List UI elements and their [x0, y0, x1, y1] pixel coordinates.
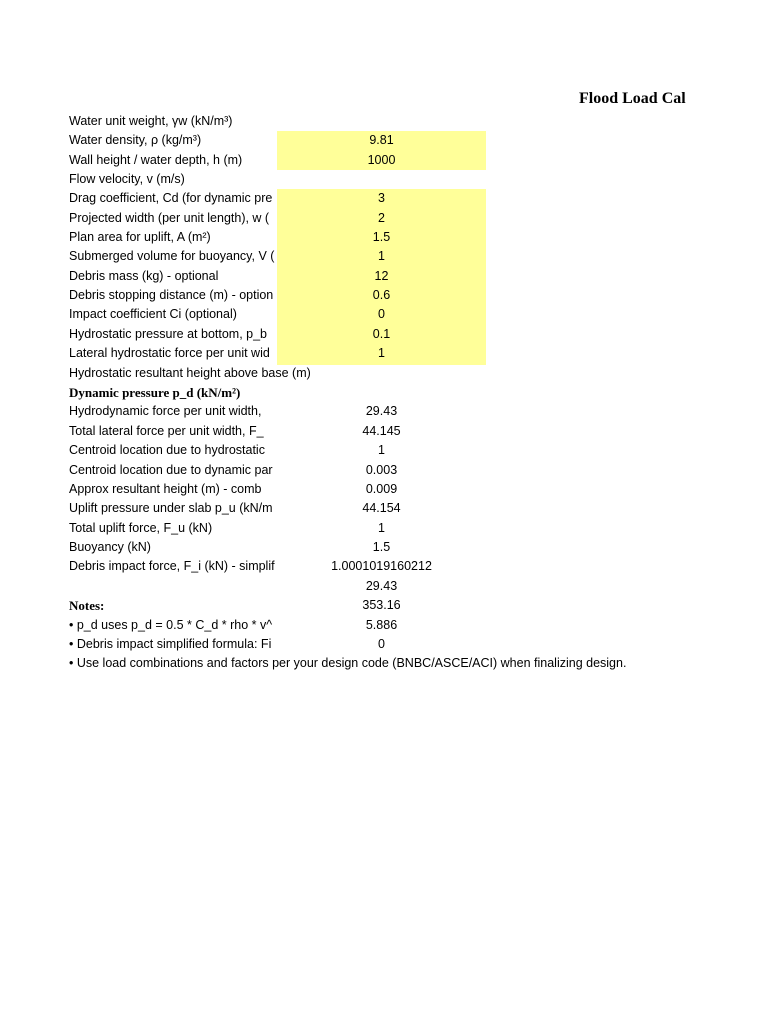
row-value[interactable]: 2	[378, 211, 385, 225]
row-label: Approx resultant height (m) - comb	[69, 482, 262, 496]
row-value[interactable]: 1.5	[372, 540, 391, 554]
row-value[interactable]: 353.16	[362, 598, 401, 612]
row-label: Hydrostatic resultant height above base (m)	[69, 366, 311, 380]
row-label: Plan area for uplift, A (m²)	[69, 230, 211, 244]
row-value[interactable]: 3	[378, 191, 385, 205]
row-note-load-combinations	[0, 654, 768, 673]
row-value[interactable]: 1	[378, 521, 385, 535]
row-label: Water unit weight, γw (kN/m³)	[69, 114, 233, 128]
row-label: Debris impact force, F_i (kN) - simplif	[69, 559, 275, 573]
row-label: Hydrodynamic force per unit width,	[69, 404, 262, 418]
row-approx-resultant-height	[0, 480, 768, 499]
row-value[interactable]: 1.0001019160212	[331, 559, 432, 573]
row-centroid-hydrostatic	[0, 441, 768, 460]
row-label: Centroid location due to dynamic par	[69, 463, 273, 477]
row-projected-width	[0, 209, 768, 228]
row-value[interactable]: 0.009	[365, 482, 398, 496]
row-value[interactable]: 44.154	[362, 501, 401, 515]
row-label: Buoyancy (kN)	[69, 540, 151, 554]
row-value[interactable]: 1.5	[372, 230, 391, 244]
row-label: Flow velocity, v (m/s)	[69, 172, 185, 186]
row-dynamic-pressure	[0, 383, 768, 402]
row-label: Hydrostatic pressure at bottom, p_b	[69, 327, 268, 341]
row-value[interactable]: 44.145	[362, 424, 401, 438]
row-notes-heading	[0, 596, 768, 615]
row-value[interactable]: 0.003	[365, 463, 398, 477]
row-label: Total uplift force, F_u (kN)	[69, 521, 213, 535]
row-value[interactable]: 29.43	[365, 404, 398, 418]
row-label: Lateral hydrostatic force per unit wid	[69, 346, 270, 360]
row-debris-stopping-distance	[0, 286, 768, 305]
row-debris-impact-force	[0, 557, 768, 576]
row-buoyancy	[0, 538, 768, 557]
row-label: Centroid location due to hydrostatic	[69, 443, 265, 457]
row-drag-coefficient	[0, 189, 768, 208]
row-value[interactable]: 29.43	[365, 579, 398, 593]
row-value[interactable]: 0.1	[372, 327, 391, 341]
row-label: Impact coefficient Ci (optional)	[69, 307, 237, 321]
row-value[interactable]: 12	[374, 269, 389, 283]
row-label: Debris mass (kg) - optional	[69, 269, 219, 283]
row-note-pd	[0, 616, 768, 635]
row-label: Notes:	[69, 598, 105, 613]
row-label: • Use load combinations and factors per your design code (BNBC/ASCE/ACI) when finalizing design.	[69, 656, 627, 670]
row-hydrodynamic-force	[0, 402, 768, 421]
row-value[interactable]: 0	[378, 307, 385, 321]
row-wall-height	[0, 151, 768, 170]
row-lateral-hydrostatic-force	[0, 344, 768, 363]
row-unlabeled-value	[0, 577, 768, 596]
row-value[interactable]: 9.81	[369, 133, 394, 147]
row-water-unit-weight	[0, 112, 768, 131]
row-label: Dynamic pressure p_d (kN/m²)	[69, 385, 241, 400]
row-label: Total lateral force per unit width, F_	[69, 424, 264, 438]
row-value[interactable]: 5.886	[365, 618, 398, 632]
row-label: Submerged volume for buoyancy, V (	[69, 249, 275, 263]
row-label: Drag coefficient, Cd (for dynamic pre	[69, 191, 273, 205]
row-uplift-pressure	[0, 499, 768, 518]
row-total-uplift-force	[0, 519, 768, 538]
row-flow-velocity	[0, 170, 768, 189]
row-label: • p_d uses p_d = 0.5 * C_d * rho * v^	[69, 618, 273, 632]
row-impact-coefficient	[0, 305, 768, 324]
row-label: Uplift pressure under slab p_u (kN/m	[69, 501, 273, 515]
row-value[interactable]: 1	[378, 249, 385, 263]
row-submerged-volume	[0, 247, 768, 266]
row-value[interactable]: 1000	[367, 153, 396, 167]
row-value[interactable]: 1	[378, 346, 385, 360]
row-debris-mass	[0, 267, 768, 286]
row-label: • Debris impact simplified formula: Fi	[69, 637, 272, 651]
row-value[interactable]: 1	[378, 443, 385, 457]
sheet-title: Flood Load Cal	[579, 90, 686, 107]
row-water-density	[0, 131, 768, 150]
row-value[interactable]: 0	[378, 637, 385, 651]
row-total-lateral-force	[0, 422, 768, 441]
row-centroid-dynamic	[0, 461, 768, 480]
row-label: Projected width (per unit length), w (	[69, 211, 270, 225]
row-label: Wall height / water depth, h (m)	[69, 153, 243, 167]
row-note-debris	[0, 635, 768, 654]
row-label: Debris stopping distance (m) - option	[69, 288, 274, 302]
row-hydrostatic-resultant-height	[0, 364, 768, 383]
row-value[interactable]: 0.6	[372, 288, 391, 302]
row-label: Water density, ρ (kg/m³)	[69, 133, 202, 147]
row-plan-area	[0, 228, 768, 247]
row-hydrostatic-pressure-bottom	[0, 325, 768, 344]
